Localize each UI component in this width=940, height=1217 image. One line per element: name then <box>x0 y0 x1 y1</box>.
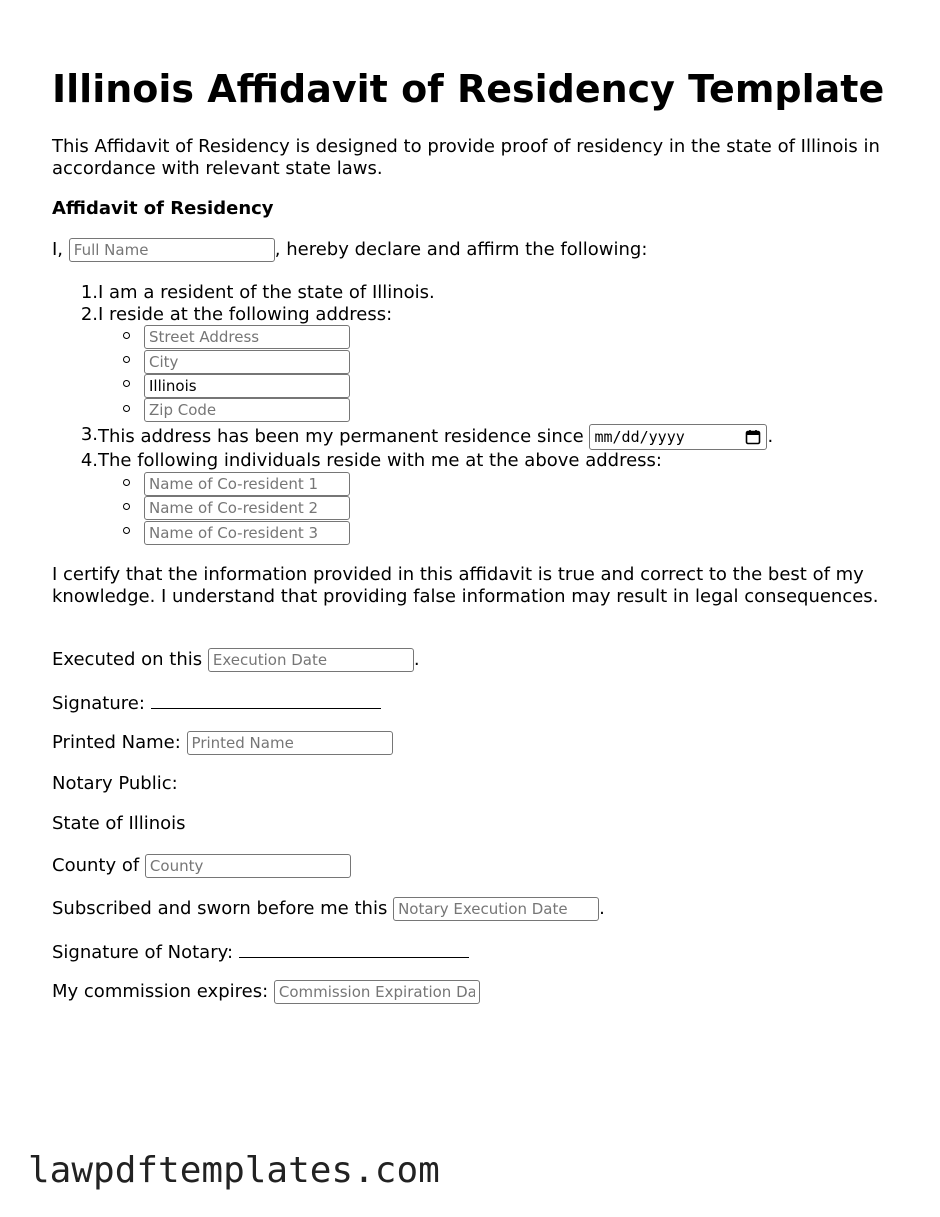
item-text: I reside at the following address: <box>98 304 393 325</box>
coresident-1-input[interactable] <box>144 472 350 496</box>
bullet-icon <box>123 332 130 339</box>
commission-label: My commission expires: <box>52 981 269 1002</box>
notary-execution-date-input[interactable] <box>393 897 599 921</box>
bullet-icon <box>123 479 130 486</box>
section-heading: Affidavit of Residency <box>52 198 274 219</box>
zip-code-input[interactable] <box>144 398 350 422</box>
signature-line <box>52 690 381 715</box>
executed-after: . <box>413 649 420 670</box>
bullet-icon <box>123 356 130 363</box>
page-title: Illinois Affidavit of Residency Template <box>52 67 885 111</box>
coresident-3-input[interactable] <box>144 521 350 545</box>
execution-date-input[interactable] <box>208 648 414 672</box>
subscribed-after: . <box>599 898 605 919</box>
certification-paragraph: I certify that the information provided in this affidavit is true and correct to the best of my knowledge. I understand that providing false information may result in legal consequences. <box>52 564 879 607</box>
declaration-line <box>52 238 647 262</box>
commission-expiration-input[interactable] <box>274 980 480 1004</box>
signature-label: Signature: <box>52 693 145 714</box>
county-line <box>52 854 351 878</box>
declaration-suffix: , hereby declare and affirm the following: <box>274 239 648 260</box>
calendar-icon[interactable] <box>745 429 761 445</box>
coresident-2-input[interactable] <box>144 496 350 520</box>
commission-line <box>52 980 480 1004</box>
bullet-icon <box>123 527 130 534</box>
item-number: 3. <box>80 424 98 445</box>
notary-signature-line <box>52 939 469 964</box>
item-number: 1. <box>80 282 98 303</box>
printed-name-input[interactable] <box>187 731 393 755</box>
state-input[interactable] <box>144 374 350 398</box>
city-input[interactable] <box>144 350 350 374</box>
subscribed-label: Subscribed and sworn before me this <box>52 898 388 919</box>
bullet-icon <box>123 503 130 510</box>
subscribed-line <box>52 897 605 921</box>
date-format-text: mm/dd/yyyy <box>594 428 685 446</box>
bullet-icon <box>123 405 130 412</box>
street-address-input[interactable] <box>144 325 350 349</box>
printed-name-line <box>52 731 393 755</box>
intro-paragraph: This Affidavit of Residency is designed to provide proof of residency in the state of Illinois in accordance with relevant state laws. <box>52 136 880 179</box>
item-text-line <box>98 424 773 450</box>
executed-line <box>52 648 420 672</box>
county-label: County of <box>52 855 140 876</box>
residence-since-date-input[interactable] <box>589 424 767 450</box>
notary-signature-label: Signature of Notary: <box>52 942 234 963</box>
notary-signature-blank <box>239 939 469 958</box>
state-line: State of Illinois <box>52 813 186 834</box>
notary-public-label: Notary Public: <box>52 773 178 794</box>
signature-blank <box>151 690 381 709</box>
item-text: The following individuals reside with me at the above address: <box>98 450 662 471</box>
item-after: . <box>767 426 774 447</box>
bullet-icon <box>123 380 130 387</box>
county-input[interactable] <box>145 854 351 878</box>
printed-name-label: Printed Name: <box>52 732 181 753</box>
item-text: This address has been my permanent residence since <box>98 426 584 447</box>
executed-label: Executed on this <box>52 649 203 670</box>
full-name-input[interactable] <box>69 238 275 262</box>
declaration-prefix: I, <box>52 239 64 260</box>
item-text: I am a resident of the state of Illinois. <box>98 282 435 303</box>
item-number: 2. <box>80 304 98 325</box>
footer-watermark: lawpdftemplates.com <box>28 1150 440 1191</box>
item-number: 4. <box>80 450 98 471</box>
